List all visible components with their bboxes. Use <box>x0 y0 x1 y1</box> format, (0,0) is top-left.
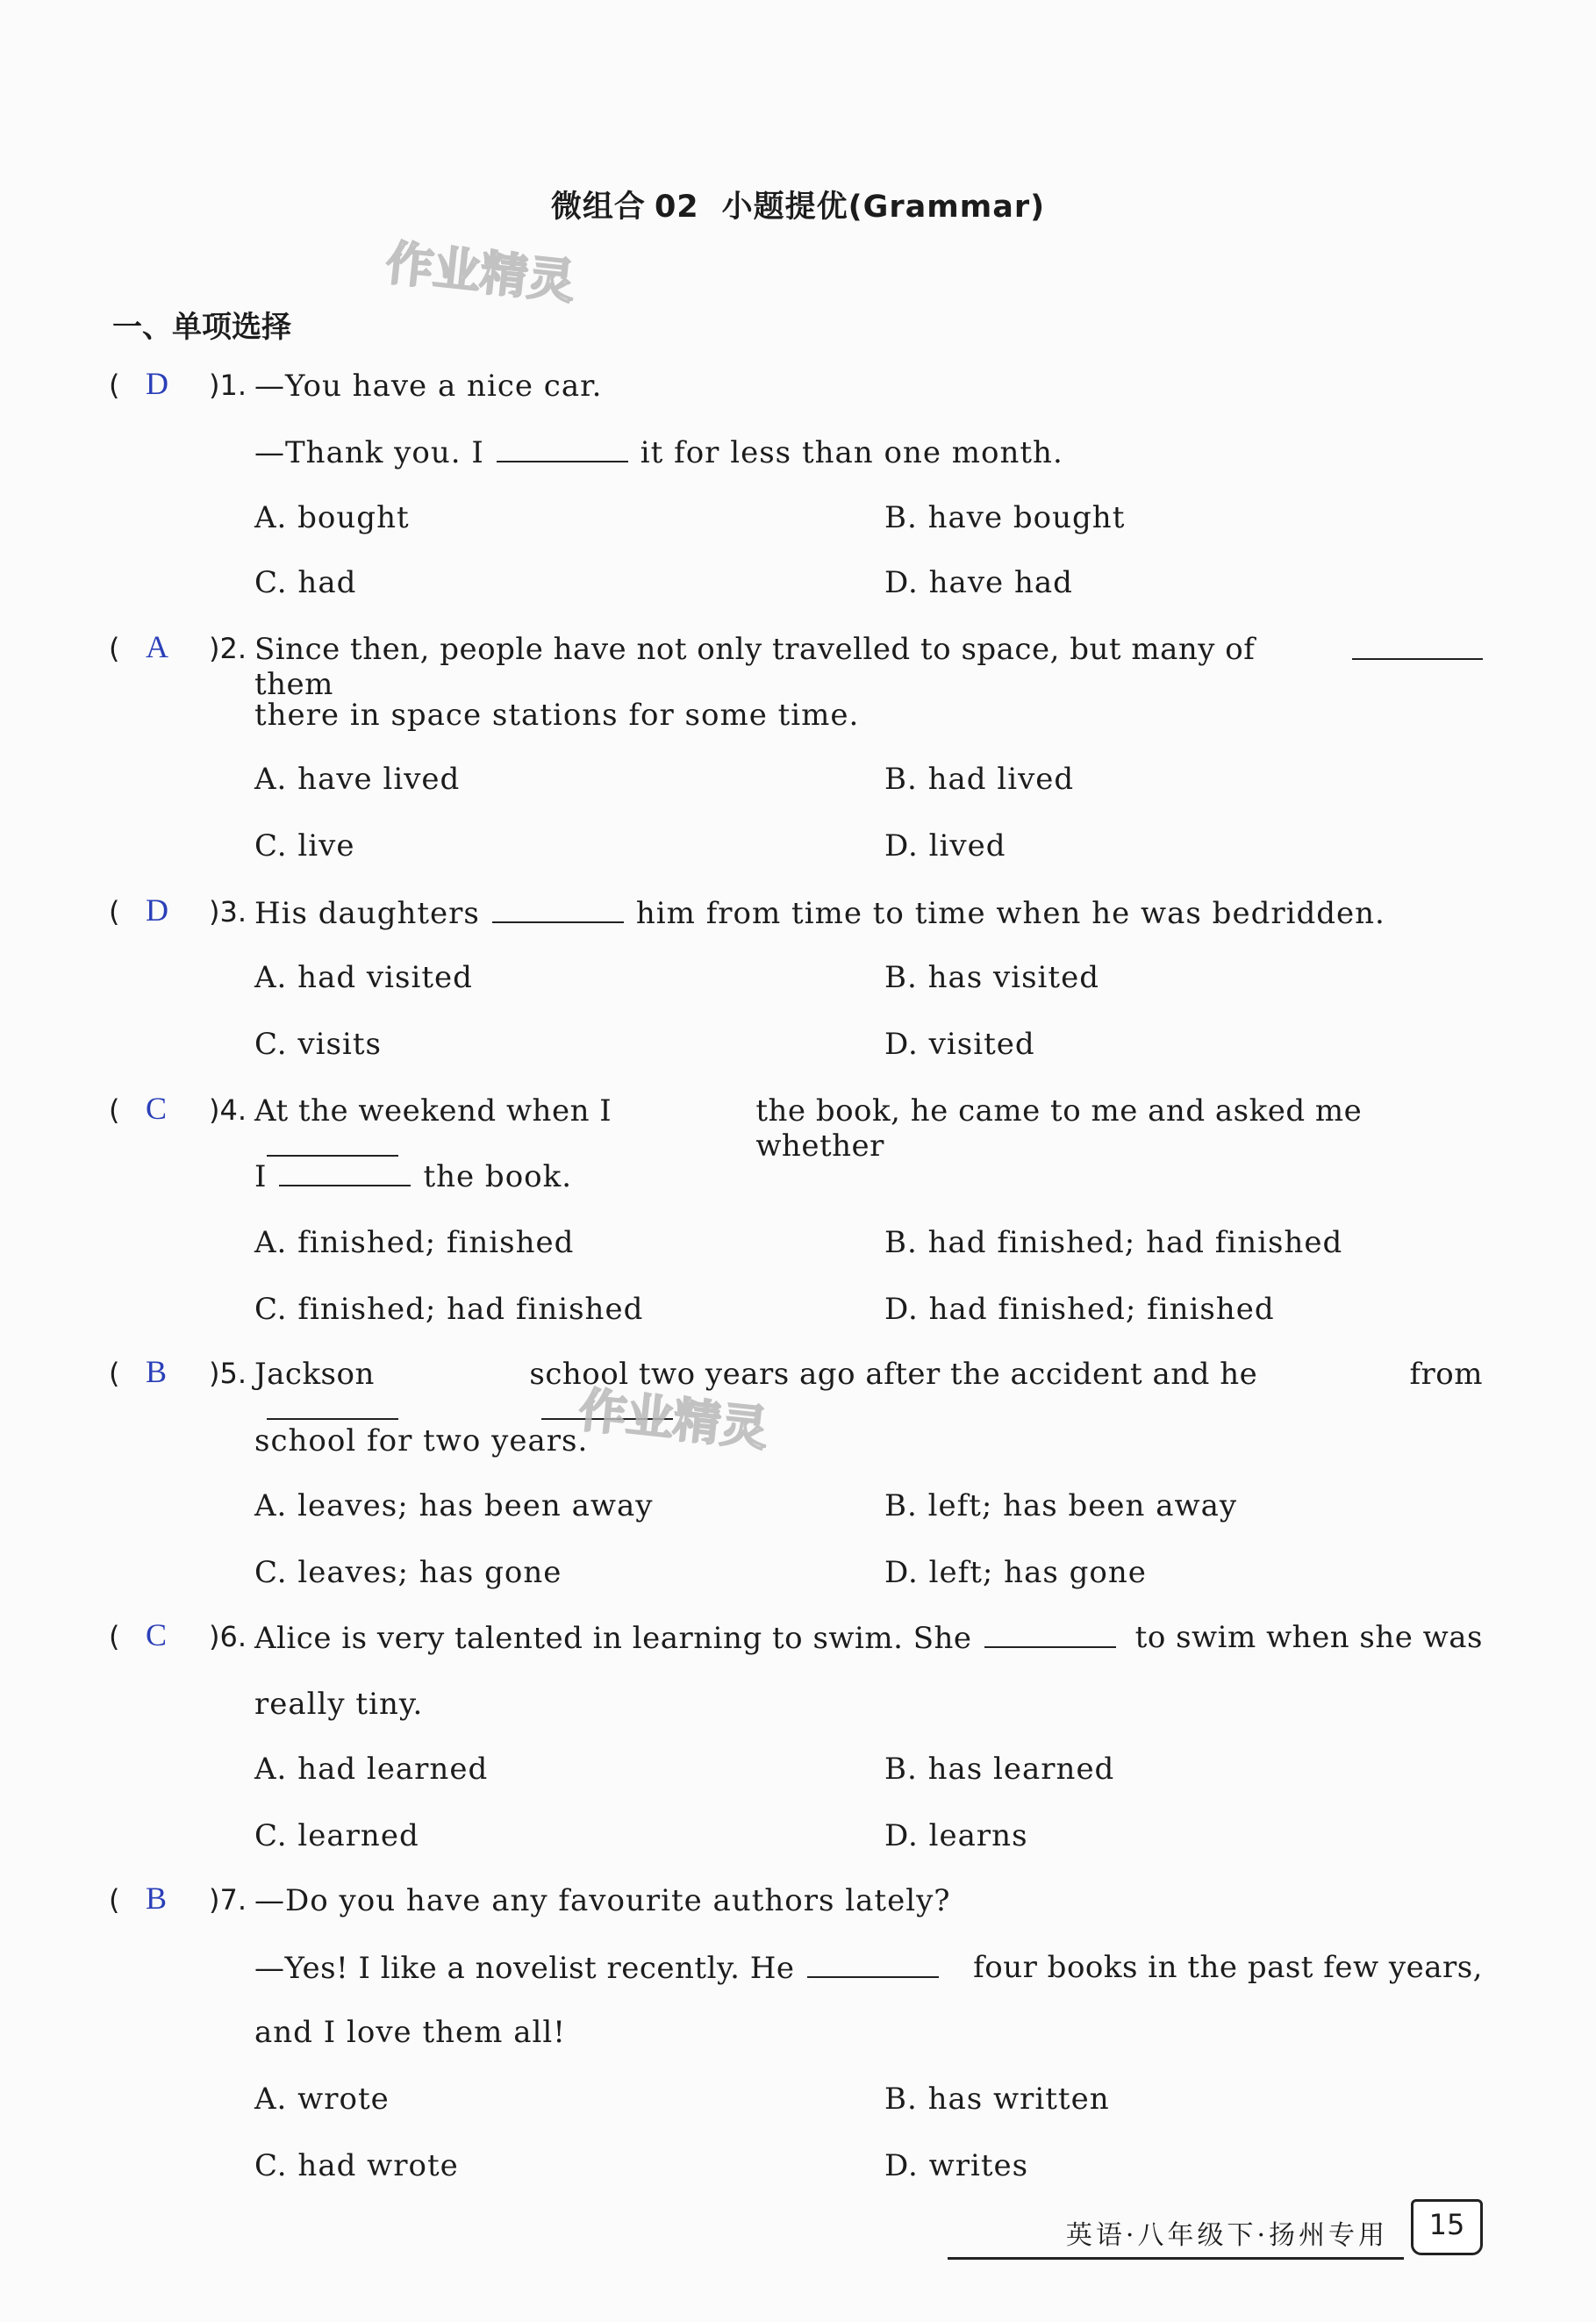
question-stem: —Do you have any favourite authors lately? <box>254 1883 951 1918</box>
question-stem: Jackson school two years ago after the accident and he from <box>254 1357 1483 1428</box>
option-d: D. left; has gone <box>884 1555 1147 1590</box>
answer-blank <box>267 1392 398 1420</box>
watermark-middle: 作业精灵 <box>576 1381 771 1458</box>
option-b: B. have bought <box>884 500 1126 535</box>
option-d: D. have had <box>884 565 1073 600</box>
answer-letter: A <box>146 629 168 664</box>
question-number: )2. <box>209 632 247 665</box>
answer-paren: ( <box>109 369 120 402</box>
option-c: C. finished; had finished <box>254 1292 644 1327</box>
answer-blank <box>984 1620 1116 1648</box>
watermark-top: 作业精灵 <box>383 234 578 311</box>
answer-letter: C <box>146 1091 168 1126</box>
option-a: A. leaves; has been away <box>254 1488 654 1523</box>
question-line-2: —Yes! I like a novelist recently. He four books in the past few years, <box>254 1950 1483 1986</box>
question-stem: His daughters him from time to time when he was bedridden. <box>254 896 1385 931</box>
question-line-2: really tiny. <box>254 1687 424 1722</box>
answer-blank <box>497 434 628 462</box>
answer-paren: ( <box>109 895 120 928</box>
option-a: A. had visited <box>254 960 473 995</box>
answer-paren: ( <box>109 1357 120 1390</box>
title-prefix: 微组合 <box>550 190 646 225</box>
page-title <box>0 183 1596 226</box>
option-d: D. writes <box>884 2148 1029 2183</box>
question-line-2: I the book. <box>254 1159 573 1194</box>
page-number: 15 <box>1411 2199 1483 2255</box>
answer-letter: D <box>146 366 168 401</box>
option-b: B. had finished; had finished <box>884 1225 1343 1260</box>
footer-rule <box>948 2217 1404 2260</box>
answer-paren: ( <box>109 1883 120 1917</box>
option-a: A. bought <box>254 500 410 535</box>
answer-blank <box>279 1158 411 1186</box>
question-number: )5. <box>209 1357 247 1390</box>
section-heading: 一、单项选择 <box>112 310 291 345</box>
question-number: )7. <box>209 1883 247 1917</box>
answer-letter: D <box>146 892 168 928</box>
answer-letter: B <box>146 1881 168 1916</box>
question-stem: Alice is very talented in learning to swim. She to swim when she was <box>254 1620 1483 1656</box>
question-number: )4. <box>209 1093 247 1127</box>
answer-blank <box>492 895 624 923</box>
option-c: C. visits <box>254 1027 382 1062</box>
answer-blank <box>1352 632 1483 660</box>
question-number: )6. <box>209 1620 247 1653</box>
title-number: 02 <box>654 190 699 225</box>
answer-blank <box>267 1129 398 1157</box>
question-line-2: there in space stations for some time. <box>254 698 860 733</box>
option-c: C. learned <box>254 1818 419 1853</box>
answer-letter: B <box>146 1354 168 1389</box>
question-line-2: —Thank you. I it for less than one month. <box>254 435 1063 470</box>
option-b: B. left; has been away <box>884 1488 1238 1523</box>
option-a: A. had learned <box>254 1752 489 1787</box>
option-b: B. has written <box>884 2082 1110 2117</box>
question-line-3: and I love them all! <box>254 2015 566 2050</box>
question-line-2: school for two years. <box>254 1423 589 1458</box>
option-d: D. learns <box>884 1818 1028 1853</box>
option-d: D. visited <box>884 1027 1035 1062</box>
option-c: C. live <box>254 828 355 864</box>
option-d: D. had finished; finished <box>884 1292 1275 1327</box>
question-stem: At the weekend when I the book, he came to me and asked me whether <box>254 1093 1363 1164</box>
answer-paren: ( <box>109 1620 120 1653</box>
answer-letter: C <box>146 1617 168 1652</box>
option-d: D. lived <box>884 828 1006 864</box>
answer-paren: ( <box>109 632 120 665</box>
option-b: B. has learned <box>884 1752 1115 1787</box>
option-c: C. leaves; has gone <box>254 1555 562 1590</box>
footer-text: 英语·八年级下·扬州专用 <box>1065 2220 1388 2251</box>
answer-paren: ( <box>109 1093 120 1127</box>
question-stem: Since then, people have not only travelled to space, but many of them <box>254 632 1483 702</box>
option-a: A. wrote <box>254 2082 390 2117</box>
answer-blank <box>807 1950 939 1978</box>
option-b: B. had lived <box>884 762 1075 797</box>
option-a: A. finished; finished <box>254 1225 575 1260</box>
question-number: )1. <box>209 369 247 402</box>
option-c: C. had <box>254 565 357 600</box>
option-b: B. has visited <box>884 960 1099 995</box>
question-stem: —You have a nice car. <box>254 369 603 404</box>
question-number: )3. <box>209 895 247 928</box>
option-a: A. have lived <box>254 762 461 797</box>
option-c: C. had wrote <box>254 2148 459 2183</box>
title-main: 小题提优(Grammar) <box>721 190 1046 225</box>
